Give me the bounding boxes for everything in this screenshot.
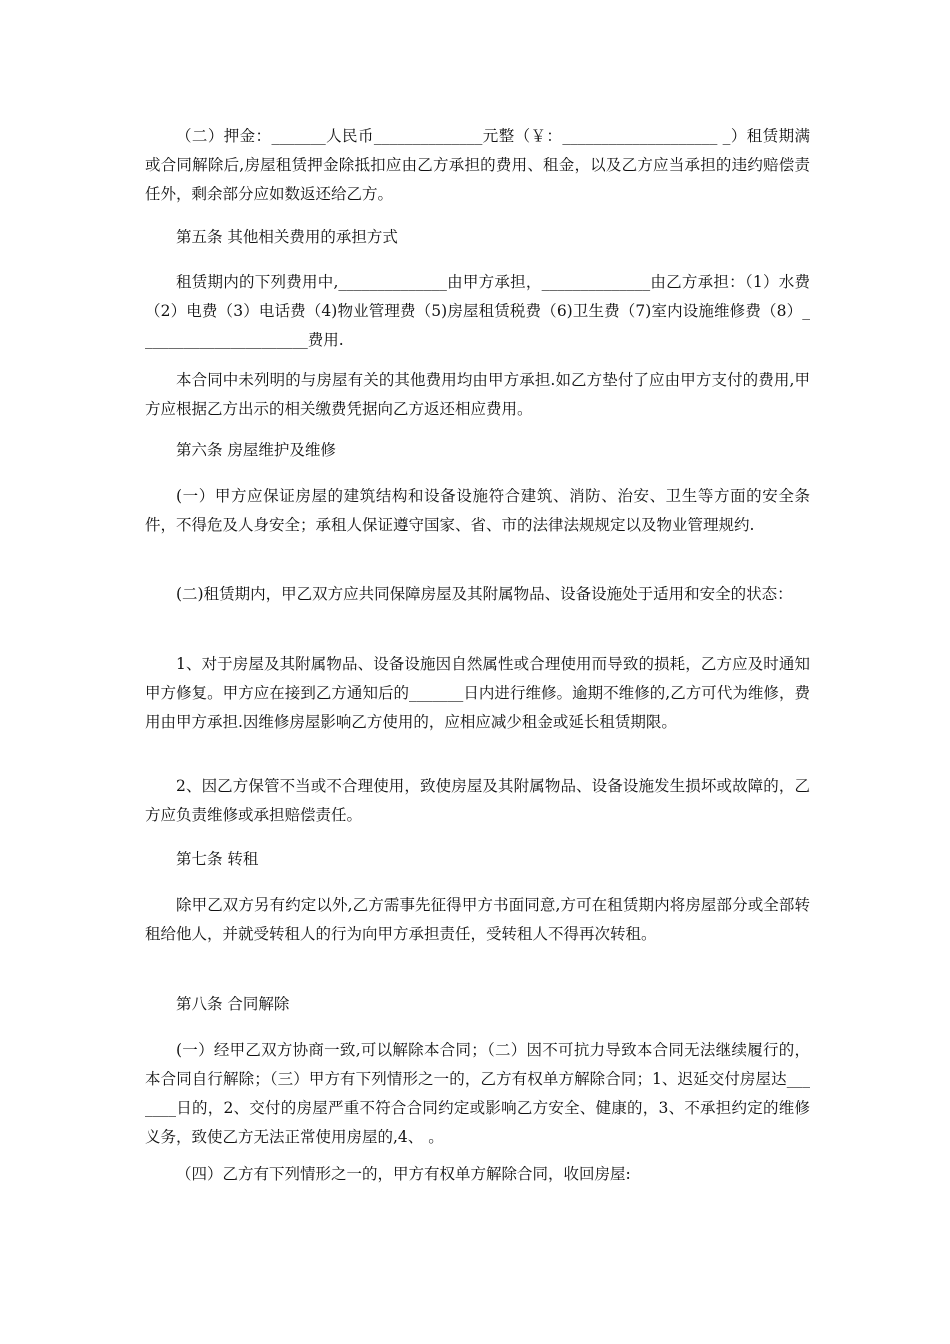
article-7-heading: 第七条 转租 [176,850,259,868]
termination-paragraph: (一）经甲乙双方协商一致,可以解除本合同；（二）因不可抗力导致本合同无法继续履行的，本合同自行解除；（三）甲方有下列情形之一的，乙方有权单方解除合同；1、迟延交付房屋达_______日的，2、交付的房屋严重不符合合同约定或影响乙方安全、健康的，3、不承担约定的维修义务，致使乙方无法正常使用房屋的,4、 。 [145,1041,810,1146]
repair-clause-1-paragraph: 1、对于房屋及其附属物品、设备设施因自然属性或合理使用而导致的损耗，乙方应及时通知甲方修复。甲方应在接到乙方通知后的_______日内进行维修。逾期不维修的,乙方可代为维修，费用由甲方承担.因维修房屋影响乙方使用的，应相应减少租金或延长租赁期限。 [145,655,810,731]
unlisted-expenses-paragraph: 本合同中未列明的与房屋有关的其他费用均由甲方承担.如乙方垫付了应由甲方支付的费用,甲方应根据乙方出示的相关缴费凭据向乙方返还相应费用。 [145,371,810,418]
article-8-heading: 第八条 合同解除 [176,995,290,1013]
safety-conditions-paragraph: (一）甲方应保证房屋的建筑结构和设备设施符合建筑、消防、治安、卫生等方面的安全条件，不得危及人身安全；承租人保证遵守国家、省、市的法律法规规定以及物业管理规约. [145,487,810,534]
article-5-heading: 第五条 其他相关费用的承担方式 [176,228,398,246]
expenses-paragraph: 租赁期内的下列费用中,______________由甲方承担，______________由乙方承担：（1）水费（2）电费（3）电话费（4)物业管理费（5)房屋租赁税费（6)卫生费（7)室内设施维修费（8）______________________费用. [145,273,810,349]
lessee-default-paragraph: （四）乙方有下列情形之一的，甲方有权单方解除合同，收回房屋: [176,1165,631,1183]
deposit-paragraph: （二）押金：_______人民币______________元整（￥：____________________ _）租赁期满或合同解除后,房屋租赁押金除抵扣应由乙方承担的费用、租金，以及乙方应当承担的违约赔偿责任外，剩余部分应如数返还给乙方。 [145,127,810,203]
repair-clause-2-paragraph: 2、因乙方保管不当或不合理使用，致使房屋及其附属物品、设备设施发生损坏或故障的，乙方应负责维修或承担赔偿责任。 [145,777,810,824]
article-6-heading: 第六条 房屋维护及维修 [176,441,336,459]
sublease-paragraph: 除甲乙双方另有约定以外,乙方需事先征得甲方书面同意,方可在租赁期内将房屋部分或全部转租给他人，并就受转租人的行为向甲方承担责任，受转租人不得再次转租。 [145,896,810,943]
joint-maintenance-paragraph: (二)租赁期内，甲乙双方应共同保障房屋及其附属物品、设备设施处于适用和安全的状态： [176,585,793,603]
